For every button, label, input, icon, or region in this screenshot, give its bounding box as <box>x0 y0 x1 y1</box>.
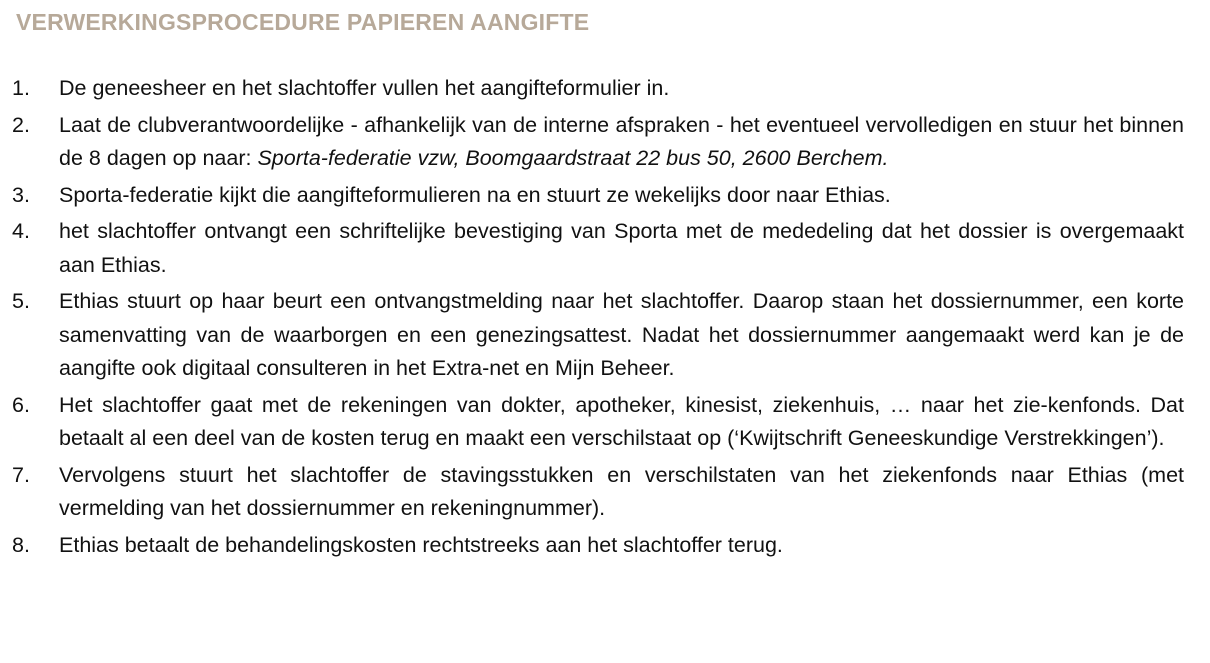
document-heading: VERWERKINGSPROCEDURE PAPIEREN AANGIFTE <box>16 9 590 35</box>
step-text: Laat de clubverantwoordelijke - afhankelijk van de interne afspraken - het eventueel vervolledigen en stuur het binnen de 8 dagen op naar: <box>59 112 1184 170</box>
procedure-step-8 <box>12 529 1184 563</box>
procedure-step-2 <box>12 109 1184 176</box>
step-number: 2. <box>12 112 30 137</box>
procedure-step-7 <box>12 459 1184 526</box>
procedure-step-1 <box>12 72 1184 106</box>
step-text: Vervolgens stuurt het slachtoffer de stavingsstukken en verschilstaten van het ziekenfonds naar Ethias (met vermelding van het dossiernummer en rekeningnummer). <box>59 462 1184 520</box>
step-number: 7. <box>12 462 30 487</box>
procedure-steps-list <box>12 72 1184 562</box>
step-number: 6. <box>12 392 30 417</box>
step-text: Ethias betaalt de behandelingskosten rechtstreeks aan het slachtoffer terug. <box>59 532 783 557</box>
step-number: 4. <box>12 219 30 243</box>
procedure-step-4 <box>12 215 1184 282</box>
federation-address: Sporta-federatie vzw, Boomgaardstraat 22 bus 50, 2600 Berchem. <box>257 146 889 170</box>
step-number: 3. <box>12 182 30 207</box>
procedure-step-3 <box>12 179 1184 213</box>
step-text: Het slachtoffer gaat met de rekeningen van dokter, apotheker, kinesist, ziekenhuis, … naar het zie-kenfonds. Dat betaalt al een deel van de kosten terug en maakt een verschilstaat op (‘Kwijtschrift Geneeskundige Verstrekkingen’). <box>59 392 1184 450</box>
procedure-step-5 <box>12 285 1184 386</box>
step-text: Ethias stuurt op haar beurt een ontvangstmelding naar het slachtoffer. Daarop staan het dossiernummer, een korte samenvatting van de waarborgen en een genezingsattest. Nadat het dossiernummer aangemaakt werd kan je de aangifte ook digitaal consulteren in het Extra-net en Mijn Beheer. <box>59 289 1184 380</box>
procedure-step-6 <box>12 389 1184 456</box>
step-text: De geneesheer en het slachtoffer vullen het aangifteformulier in. <box>59 76 670 100</box>
step-number: 8. <box>12 532 30 557</box>
step-text: het slachtoffer ontvangt een schriftelijke bevestiging van Sporta met de mededeling dat het dossier is overgemaakt aan Ethias. <box>59 219 1184 277</box>
step-text: Sporta-federatie kijkt die aangifteformulieren na en stuurt ze wekelijks door naar Ethias. <box>59 182 891 207</box>
step-number: 1. <box>12 76 30 100</box>
step-number: 5. <box>12 289 30 313</box>
